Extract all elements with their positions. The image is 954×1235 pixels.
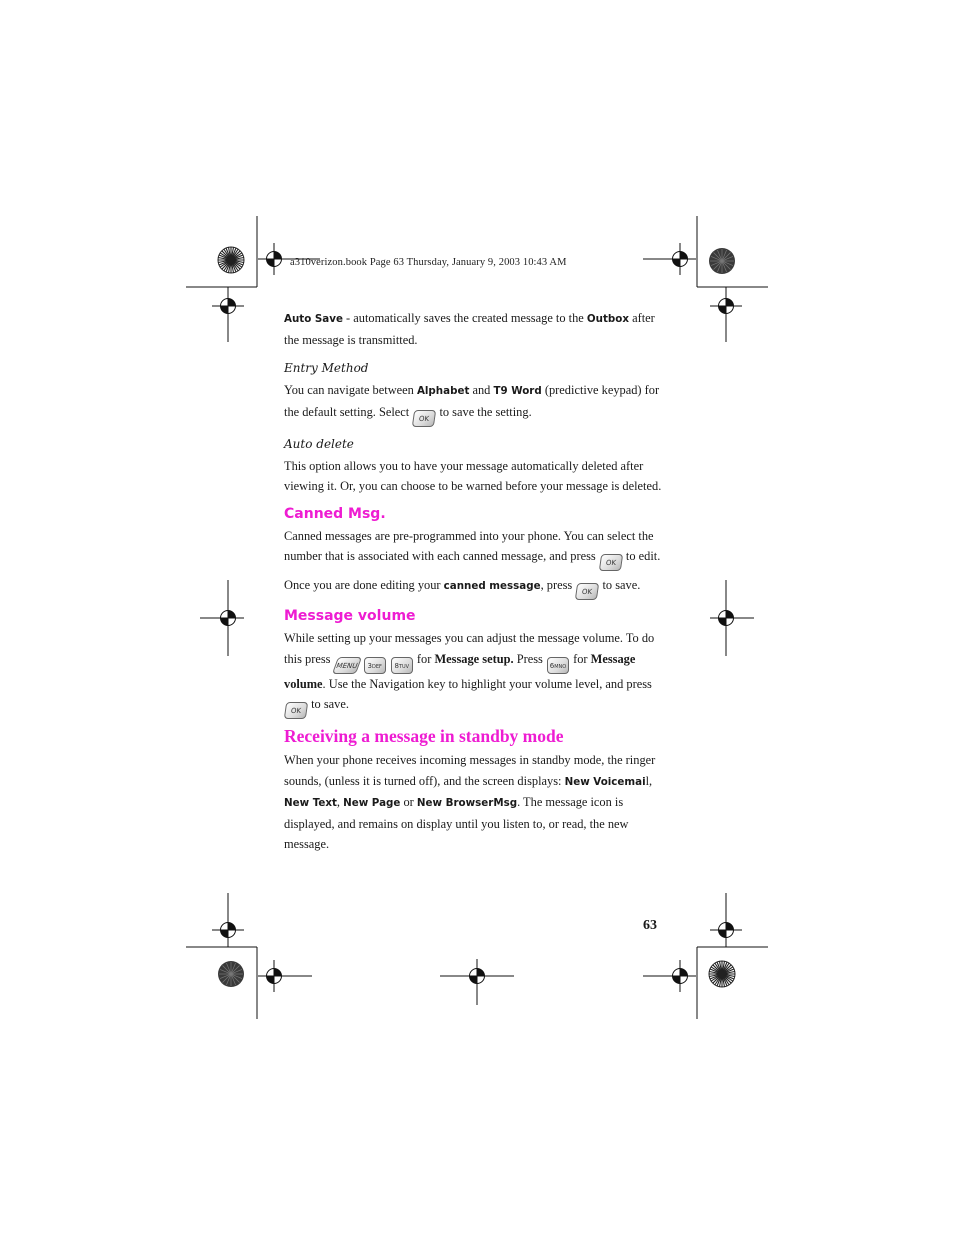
canned-msg-heading: Canned Msg. <box>284 505 386 522</box>
registration-target-icon <box>664 243 696 275</box>
auto-save-label: Auto Save <box>284 313 343 325</box>
entry-method-subheading: Entry Method <box>284 361 369 375</box>
new-voicemail-label: New Voicemai <box>564 775 646 788</box>
receiving-paragraph: When your phone receives incoming messages in standby mode, the ringer sounds, (unless it is turned off), and the screen displays: New Voicemail, New Text, New Page or New BrowserMsg. The message icon is displayed, and remains on display until you listen to, or read, the new message. <box>284 753 656 851</box>
registration-target-icon <box>212 602 244 634</box>
page-number: 63 <box>643 918 657 933</box>
number-key-icon: 3DEF <box>364 657 386 674</box>
color-bar-starburst-icon <box>709 248 735 274</box>
crop-mark-icon <box>186 893 312 1019</box>
menu-key-icon: MENU <box>331 657 361 674</box>
canned-message-label: canned message <box>443 580 541 592</box>
t9-word-label: T9 Word <box>493 385 542 397</box>
message-volume-paragraph: While setting up your messages you can adjust the message volume. To do this press MENU 3DEF 8TUV for Message setup. Press 6MNO for Message volume. Use the Navigation key to highlight your volume level, and press OK to save. <box>284 628 664 719</box>
registration-target-icon <box>212 290 244 322</box>
auto-save-paragraph: Auto Save - automatically saves the created message to the Outbox after the message is transmitted. <box>284 311 655 347</box>
ok-key-icon: OK <box>412 410 436 427</box>
receiving-heading: Receiving a message in standby mode <box>284 726 564 746</box>
ok-key-icon: OK <box>575 583 599 600</box>
book-slug-line: a310verizon.book Page 63 Thursday, January 9, 2003 10:43 AM <box>290 257 567 268</box>
canned-msg-paragraph: Canned messages are pre-programmed into your phone. You can select the number that is associated with each canned message, and press OK to edit. <box>284 526 664 572</box>
registration-target-icon <box>258 960 290 992</box>
auto-delete-paragraph: This option allows you to have your message automatically deleted after viewing it. Or, you can choose to be warned before your message is deleted. <box>284 458 662 493</box>
alphabet-label: Alphabet <box>416 385 470 397</box>
new-browsermsg-label: New BrowserMsg <box>416 797 518 809</box>
new-text-label: New Text <box>284 797 337 809</box>
outbox-label: Outbox <box>586 313 629 325</box>
message-volume-heading: Message volume <box>284 608 416 624</box>
number-key-icon: 8TUV <box>391 657 413 674</box>
message-setup-label: Message setup. <box>434 651 514 666</box>
registration-target-icon <box>258 243 290 275</box>
crop-mark-icon <box>643 893 768 1019</box>
ok-key-icon: OK <box>284 702 308 719</box>
number-key-icon: 6MNO <box>547 657 569 674</box>
registration-target-icon <box>212 914 244 946</box>
entry-method-paragraph: You can navigate between Alphabet and T9 Word (predictive keypad) for the default setting. Select OK to save the setting. <box>284 380 664 427</box>
registration-target-icon <box>710 602 742 634</box>
new-page-label: New Page <box>343 797 401 809</box>
page-content <box>284 308 664 855</box>
color-bar-starburst-icon <box>218 247 244 273</box>
ok-key-icon: OK <box>599 554 623 571</box>
auto-delete-subheading: Auto delete <box>284 436 354 451</box>
message-volume-label: Message volume <box>284 651 636 691</box>
registration-target-icon <box>710 914 742 946</box>
color-bar-starburst-icon <box>218 961 244 987</box>
color-bar-starburst-icon <box>709 961 735 987</box>
registration-target-icon <box>710 290 742 322</box>
registration-target-icon <box>461 960 493 992</box>
registration-target-icon <box>664 960 696 992</box>
canned-msg-save-paragraph: Once you are done editing your canned message, press OK to save. <box>284 575 664 600</box>
